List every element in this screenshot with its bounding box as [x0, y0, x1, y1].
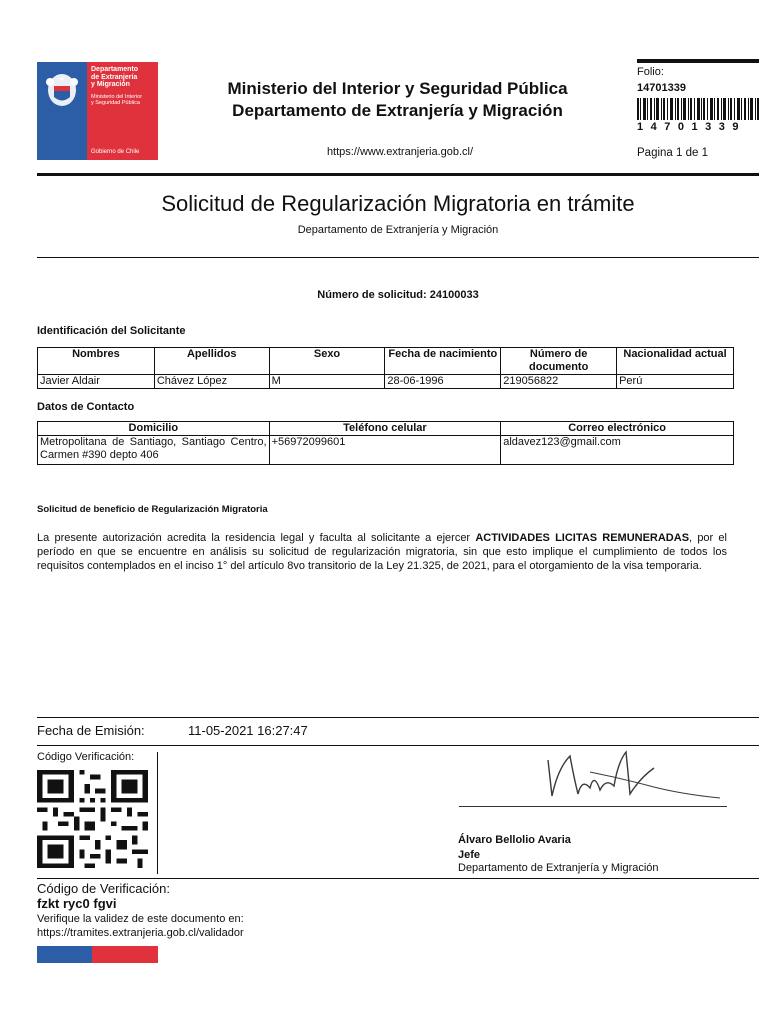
cell-nacionalidad: Perú: [617, 375, 734, 389]
ministry-name: Ministerio del Interior y Seguridad Pública: [227, 79, 568, 98]
government-logo: [37, 62, 158, 160]
page-indicator: Pagina 1 de 1: [637, 147, 708, 159]
benefit-text-2: , por el período en que se encuentre en análisis su solicitud de regularización migratoria, sin que esto implique el cumplimiento de todos los requisitos contemplados en el inciso 1° del artículo 8vo transitorio de la Ley 21.325, de 2021, para el otorgamiento de la visa temporaria.: [37, 532, 727, 572]
benefit-heading: Solicitud de beneficio de Regularización Migratoria: [37, 504, 268, 515]
contact-header-row: [38, 422, 734, 436]
emission-bottom-rule: [37, 745, 759, 746]
col-nombres: Nombres: [38, 348, 155, 375]
benefit-text-1: La presente autorización acredita la residencia legal y faculta al solicitante a ejercer: [37, 532, 476, 544]
ministry-heading: [165, 78, 630, 122]
logo-small-2: y Seguridad Pública: [91, 100, 140, 106]
folio-bar: [637, 59, 759, 63]
signer-name: Álvaro Bellolio Avaria: [458, 834, 571, 846]
signature-line: [459, 806, 727, 807]
signature-image: [530, 748, 730, 812]
signer-department: Departamento de Extranjería y Migración: [458, 862, 659, 874]
cell-fecha-nacimiento: 28-06-1996: [385, 375, 501, 389]
request-number: 24100033: [429, 289, 479, 301]
barcode-digits: 14701339: [637, 121, 746, 133]
qr-divider: [157, 752, 158, 874]
col-domicilio: Domicilio: [38, 422, 270, 436]
signer-block: [458, 833, 571, 863]
verification-code: fzkt ryc0 fgvi: [37, 896, 117, 911]
footer-flag-blue: [37, 946, 92, 963]
emission-date: 11-05-2021 16:27:47: [188, 723, 308, 738]
request-number-label: Número de solicitud:: [317, 289, 427, 301]
col-nacionalidad: Nacionalidad actual: [617, 348, 734, 375]
header-divider: [37, 173, 759, 176]
site-url[interactable]: https://www.extranjeria.gob.cl/: [326, 146, 474, 158]
qr-label: Código Verificación:: [37, 751, 135, 763]
logo-gob: Gobierno de Chile: [91, 149, 140, 155]
logo-blue-panel: [37, 62, 87, 160]
cell-telefono: +56972099601: [269, 436, 501, 465]
logo-red-panel: [87, 62, 158, 160]
verification-rule: [37, 878, 759, 879]
col-correo: Correo electrónico: [501, 422, 734, 436]
title-divider: [37, 257, 759, 258]
logo-line-2: de Extranjería: [91, 73, 138, 81]
table-row: [38, 375, 734, 389]
contact-heading: Datos de Contacto: [37, 401, 135, 413]
logo-line-1: Departamento: [91, 66, 139, 73]
applicant-heading: Identificación del Solicitante: [37, 325, 186, 337]
cell-sexo: M: [269, 375, 385, 389]
cell-nombres: Javier Aldair: [38, 375, 155, 389]
cell-numero-documento: 219056822: [501, 375, 617, 389]
qr-code: [37, 770, 148, 868]
col-apellidos: Apellidos: [154, 348, 269, 375]
verification-url[interactable]: https://tramites.extranjeria.gob.cl/validador: [37, 927, 244, 939]
footer-flag-red: [92, 946, 158, 963]
col-numero-documento: Número de documento: [501, 348, 617, 375]
col-fecha-nacimiento: Fecha de nacimiento: [385, 348, 501, 375]
cell-correo: aldavez123@gmail.com: [501, 436, 734, 465]
col-telefono: Teléfono celular: [269, 422, 501, 436]
folio-number: 14701339: [637, 82, 686, 94]
folio-label: Folio:: [637, 66, 664, 78]
emission-top-rule: [37, 717, 759, 718]
benefit-paragraph: [37, 531, 727, 573]
contact-table: [37, 421, 734, 465]
document-subtitle: Departamento de Extranjería y Migración: [297, 224, 499, 236]
verification-label: Código de Verificación:: [37, 881, 170, 896]
logo-line-3: y Migración: [91, 81, 130, 88]
coat-of-arms-icon: [37, 64, 87, 114]
request-number-line: [37, 289, 759, 301]
department-name: Departamento de Extranjería y Migración: [232, 101, 563, 120]
applicant-table: [37, 347, 734, 389]
applicant-header-row: [38, 348, 734, 375]
document-title: Solicitud de Regularización Migratoria en trámite: [161, 191, 635, 216]
logo-small-1: Ministerio del Interior: [91, 94, 143, 100]
signer-role: Jefe: [458, 849, 481, 861]
verification-instruction: Verifique la validez de este documento en:: [37, 913, 244, 925]
cell-domicilio: Metropolitana de Santiago, Santiago Centro, Carmen #390 depto 406: [38, 436, 270, 465]
table-row: [38, 436, 734, 465]
cell-apellidos: Chávez López: [154, 375, 269, 389]
emission-label: Fecha de Emisión:: [37, 723, 145, 738]
col-sexo: Sexo: [269, 348, 385, 375]
benefit-text-bold: ACTIVIDADES LICITAS REMUNERADAS: [475, 532, 690, 544]
barcode: [637, 98, 759, 120]
